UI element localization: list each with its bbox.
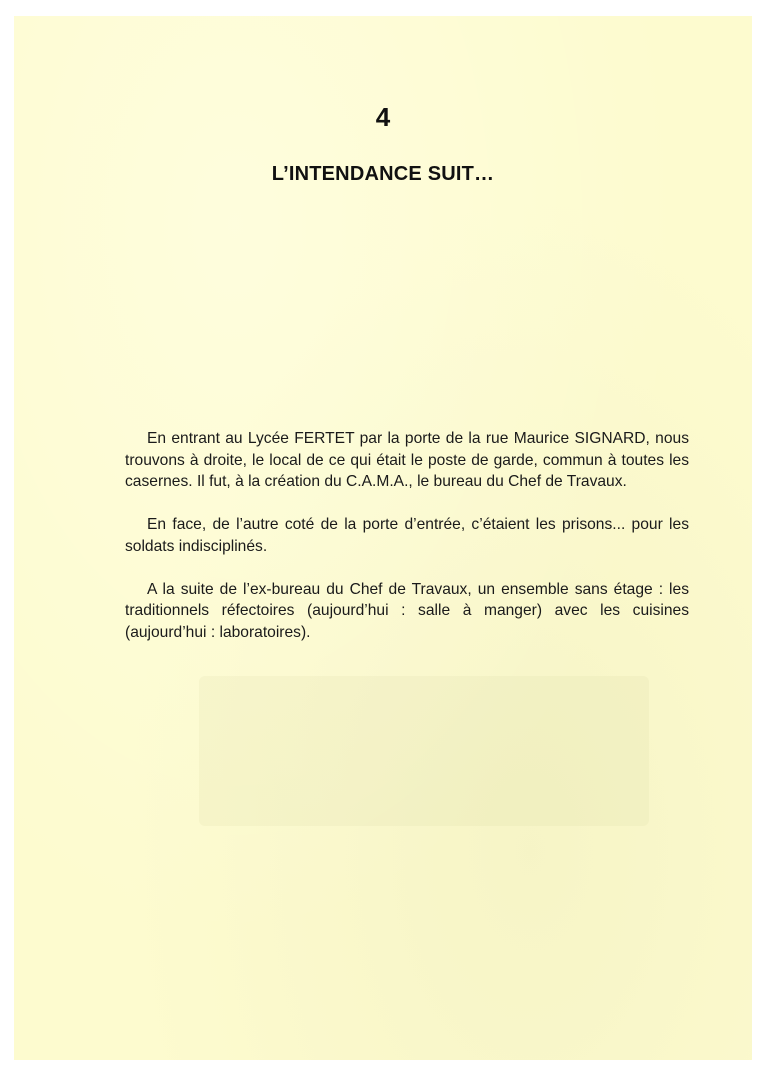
paragraph-refectories: A la suite de l’ex-bureau du Chef de Travaux, un ensemble sans étage : les traditionnels réfectoires (aujourd’hui : salle à manger) avec les cuisines (aujourd’hui : laboratoires). — [125, 580, 689, 641]
chapter-number: 4 — [375, 102, 391, 132]
paragraph-entrance: En entrant au Lycée FERTET par la porte de la rue Maurice SIGNARD, nous trouvons à droite, le local de ce qui était le poste de garde, commun à toutes les casernes. Il fut, à la création du C.A.M.A., le bureau du Chef de Travaux. — [125, 430, 689, 490]
paragraph-prisons: En face, de l’autre coté de la porte d’entrée, c’étaient les prisons... pour les soldats indisciplinés. — [125, 516, 689, 555]
body-text — [125, 428, 689, 643]
chapter-title: L’INTENDANCE SUIT… — [271, 163, 495, 185]
show-through-shadow — [199, 676, 649, 826]
document-page — [14, 16, 752, 1060]
